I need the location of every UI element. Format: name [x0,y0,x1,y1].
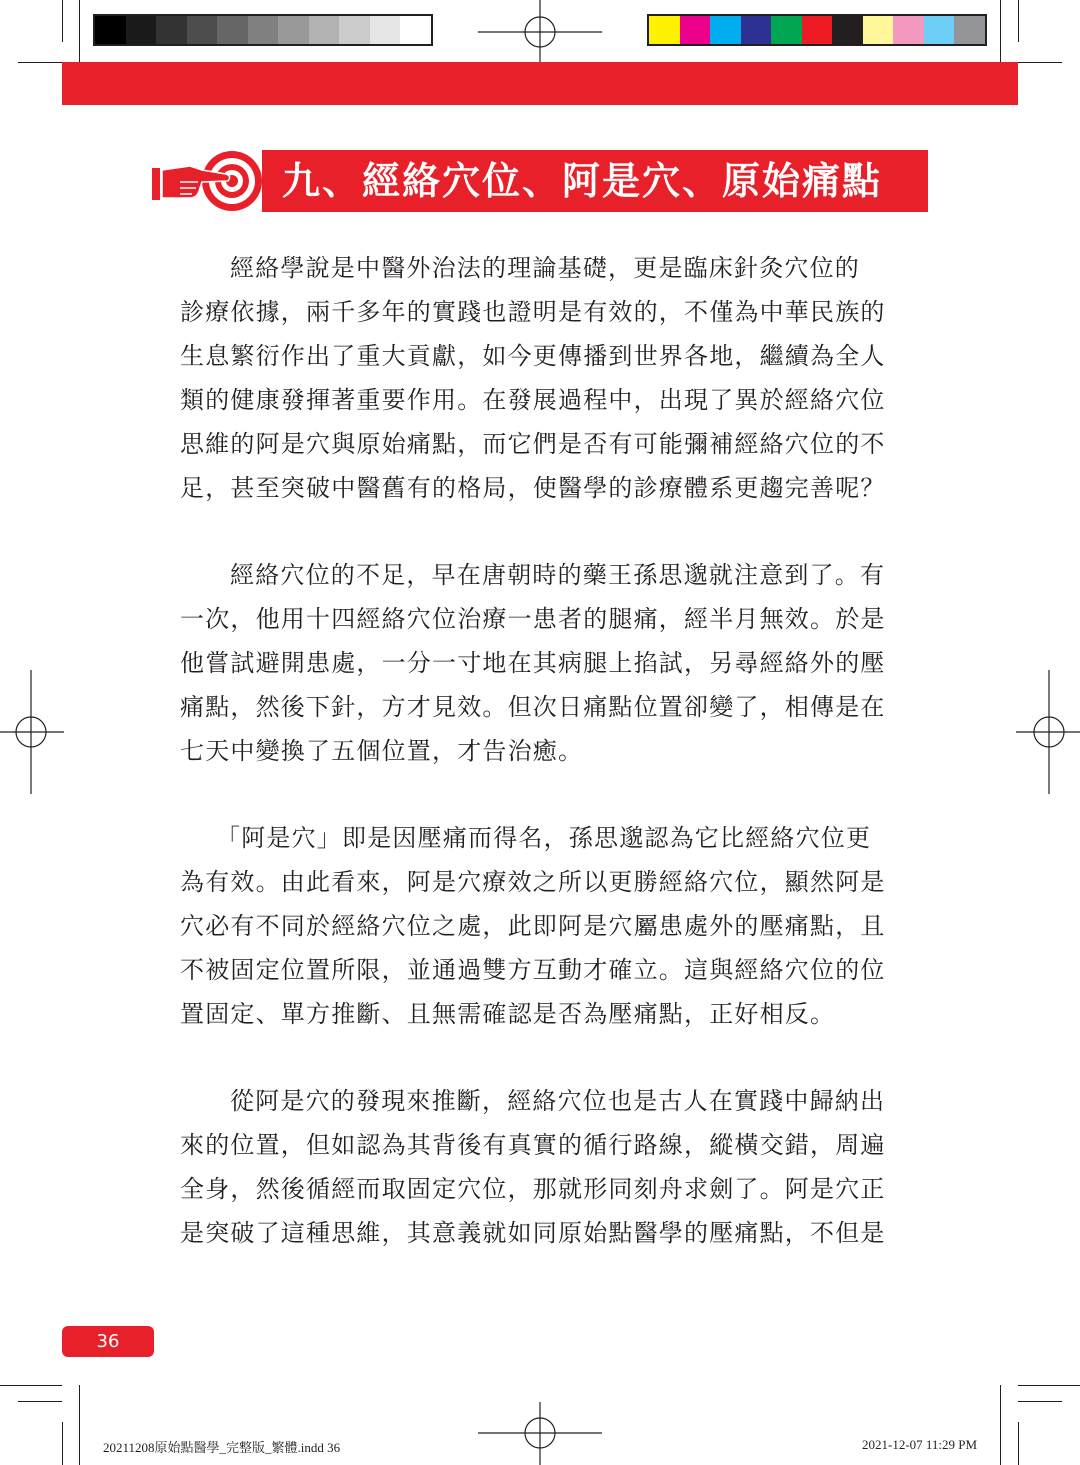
paragraph [180,246,902,510]
color-swatch [954,16,985,44]
text-line: 全身，然後循經而取固定穴位，那就形同刻舟求劍了。阿是穴正 [180,1175,886,1203]
gray-swatch [217,16,248,44]
gray-swatch [187,16,218,44]
color-swatch [832,16,863,44]
text-line: 類的健康發揮著重要作用。在發展過程中，出現了異於經絡穴位 [180,386,886,414]
color-swatch [741,16,772,44]
text-line: 生息繁衍作出了重大貢獻，如今更傳播到世界各地，繼續為全人 [180,342,886,370]
header-band [62,62,1018,105]
gray-swatch [309,16,340,44]
text-line: 一次，他用十四經絡穴位治療一患者的腿痛，經半月無效。於是 [180,605,886,633]
registration-mark-right [1016,670,1080,794]
color-swatch [710,16,741,44]
text-line: 是突破了這種思維，其意義就如同原始點醫學的壓痛點，不但是 [180,1219,886,1247]
section-title: 九、經絡穴位、阿是穴、原始痛點 [282,159,883,203]
text-line: 從阿是穴的發現來推斷，經絡穴位也是古人在實踐中歸納出 [230,1087,886,1115]
paragraph [180,1079,902,1255]
gray-swatch [400,16,431,44]
registration-mark-left [0,670,64,794]
text-line: 足，甚至突破中醫舊有的格局，使醫學的診療體系更趨完善呢？ [180,474,886,502]
registration-mark-top [478,0,602,64]
gray-swatch [156,16,187,44]
article-body [180,246,902,1298]
text-line: 他嘗試避開患處，一分一寸地在其病腿上掐試，另尋經絡外的壓 [180,649,886,677]
text-line: 來的位置，但如認為其背後有真實的循行路線，縱橫交錯，周遍 [180,1131,886,1159]
text-line: 經絡穴位的不足，早在唐朝時的藥王孫思邈就注意到了。有 [230,561,886,589]
text-line: 不被固定位置所限，並通過雙方互動才確立。這與經絡穴位的位 [180,956,886,984]
text-line: 思維的阿是穴與原始痛點，而它們是否有可能彌補經絡穴位的不 [180,430,886,458]
gray-swatch [370,16,401,44]
text-line: 穴必有不同於經絡穴位之處，此即阿是穴屬患處外的壓痛點，且 [180,912,886,940]
slug-timestamp: 2021-12-07 11:29 PM [862,1437,978,1452]
page-number: 36 [62,1326,154,1357]
paragraph [180,553,902,773]
color-swatch [649,16,680,44]
text-line: 七天中變換了五個位置，才告治癒。 [180,737,584,765]
color-swatch [893,16,924,44]
hand-target-icon [150,148,270,214]
gray-swatch [126,16,157,44]
grayscale-calibration-bar [93,14,433,46]
text-line: 痛點，然後下針，方才見效。但次日痛點位置卻變了，相傳是在 [180,693,886,721]
color-swatch [924,16,955,44]
color-swatch [771,16,802,44]
gray-swatch [95,16,126,44]
text-line: 置固定、單方推斷、且無需確認是否為壓痛點，正好相反。 [180,1000,836,1028]
color-swatch [802,16,833,44]
color-swatch [863,16,894,44]
text-line: 「阿是穴」即是因壓痛而得名，孫思邈認為它比經絡穴位更 [216,824,872,852]
color-calibration-bar [647,14,987,46]
text-line: 經絡學說是中醫外治法的理論基礎，更是臨床針灸穴位的 [230,254,860,282]
text-line: 為有效。由此看來，阿是穴療效之所以更勝經絡穴位，顯然阿是 [180,868,886,896]
slug-file-name: 20211208原始點醫學_完整版_繁體.indd 36 [103,1440,341,1455]
paragraph [180,816,902,1036]
registration-mark-bottom [478,1402,602,1465]
text-line: 診療依據，兩千多年的實踐也證明是有效的，不僅為中華民族的 [180,298,886,326]
gray-swatch [278,16,309,44]
gray-swatch [248,16,279,44]
gray-swatch [339,16,370,44]
color-swatch [680,16,711,44]
